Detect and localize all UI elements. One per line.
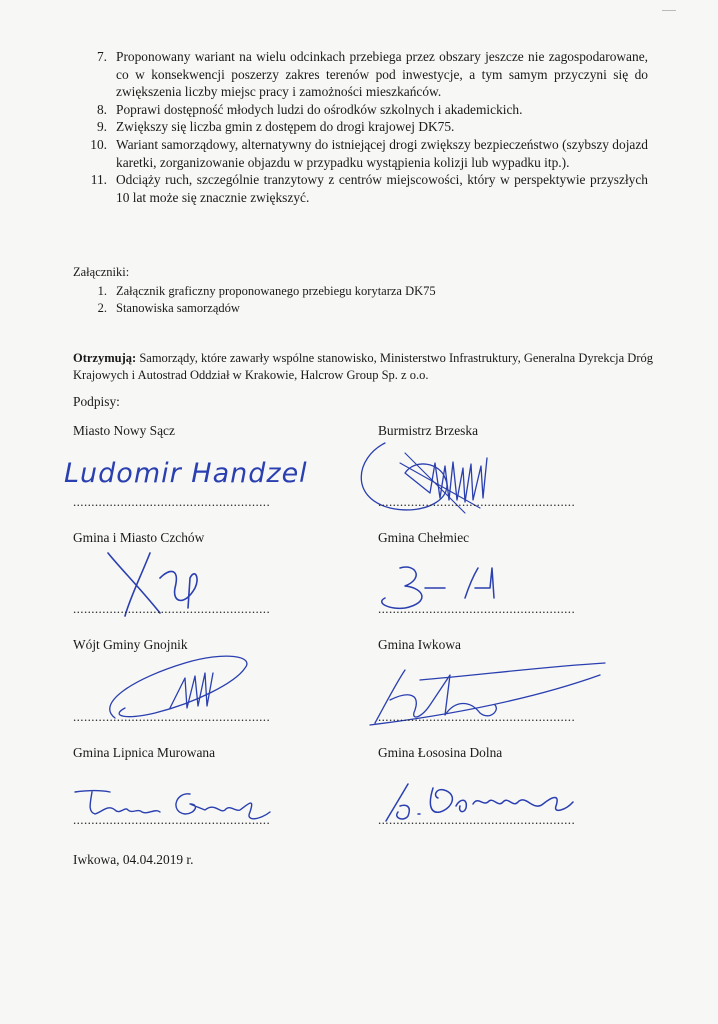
list-item: [88, 101, 648, 119]
list-item: [88, 171, 648, 206]
signatory-czchow: Gmina i Miasto Czchów: [73, 530, 205, 545]
list-item: [88, 118, 648, 136]
signatory-iwkowa: Gmina Iwkowa: [378, 637, 461, 652]
item-number: 11.: [90, 172, 107, 188]
signatory-nowy-sacz: Miasto Nowy Sącz: [73, 423, 175, 438]
scan-corner-mark: [662, 10, 676, 11]
signatory-lipnica: Gmina Lipnica Murowana: [73, 745, 216, 760]
signatory-lososina: Gmina Łososina Dolna: [378, 745, 503, 760]
attachments-title: Załączniki:: [73, 265, 130, 279]
item-text: Odciąży ruch, szczególnie tranzytowy z centrów miejscowości, który w perspektywie przyszłych 10 lat może się znacznie zwiększyć.: [116, 172, 648, 205]
item-text: Zwiększy się liczba gmin z dostępem do drogi krajowej DK75.: [116, 119, 455, 135]
item-text: Wariant samorządowy, alternatywny do istniejącej drogi zwiększy bezpieczeństwo (szybszy dojazd karetki, zorganizowanie objazdu w przypadku wystąpienia kolizji lub wypadku itp.).: [116, 136, 648, 170]
place-and-date: Iwkowa, 04.04.2019 r.: [73, 852, 194, 867]
attachment-text: Stanowiska samorządów: [116, 300, 240, 315]
signatory-chelmiec: Gmina Chełmiec: [378, 530, 470, 545]
list-item: [88, 48, 648, 101]
item-number: 9.: [96, 119, 107, 135]
recipients-text: Samorządy, które zawarły wspólne stanowisko, Ministerstwo Infrastruktury, Generalna Dyrekcja Dróg Krajowych i Autostrad Oddział w Krakowie, Halcrow Group Sp. z o.o.: [73, 351, 653, 382]
attachments-list: [88, 283, 436, 316]
item-text: Proponowany wariant na wielu odcinkach przebiega przez obszary jeszcze nie zagospodarowane, co w konsekwencji poszerzy zakres terenów pod inwestycje, a tym samym przyczyni się do zwiększenia liczby miejsc pracy i zamożności mieszkańców.: [116, 49, 648, 100]
recipients-label: Otrzymują:: [73, 351, 137, 365]
signatory-brzesko: Burmistrz Brzeska: [378, 423, 479, 438]
signature-line: ......................................................: [73, 601, 271, 616]
attachment-item: [88, 283, 436, 300]
attachment-number: 1.: [97, 284, 107, 298]
signature-line: ......................................................: [378, 709, 576, 724]
item-number: 10.: [90, 136, 107, 152]
numbered-list: [88, 48, 648, 206]
signatory-gnojnik: Wójt Gminy Gnojnik: [73, 637, 188, 652]
signature-line: ......................................................: [73, 494, 271, 509]
signature-line: ......................................................: [378, 601, 576, 616]
item-number: 8.: [96, 101, 107, 117]
attachment-text: Załącznik graficzny proponowanego przebiegu korytarza DK75: [116, 284, 436, 298]
signatures-heading: Podpisy:: [73, 394, 120, 409]
handwritten-signature-name: Ludomir Handzel: [64, 458, 308, 489]
signature-line: ......................................................: [378, 812, 576, 827]
item-text: Poprawi dostępność młodych ludzi do ośrodków szkolnych i akademickich.: [116, 101, 523, 117]
item-number: 7.: [96, 49, 107, 64]
signature-line: ......................................................: [73, 709, 271, 724]
signature-line: ......................................................: [378, 494, 576, 509]
recipients-paragraph: [73, 350, 653, 384]
attachment-number: 2.: [97, 300, 107, 315]
signature-line: ......................................................: [73, 812, 271, 827]
list-item: [88, 136, 648, 171]
attachment-item: [88, 300, 436, 317]
